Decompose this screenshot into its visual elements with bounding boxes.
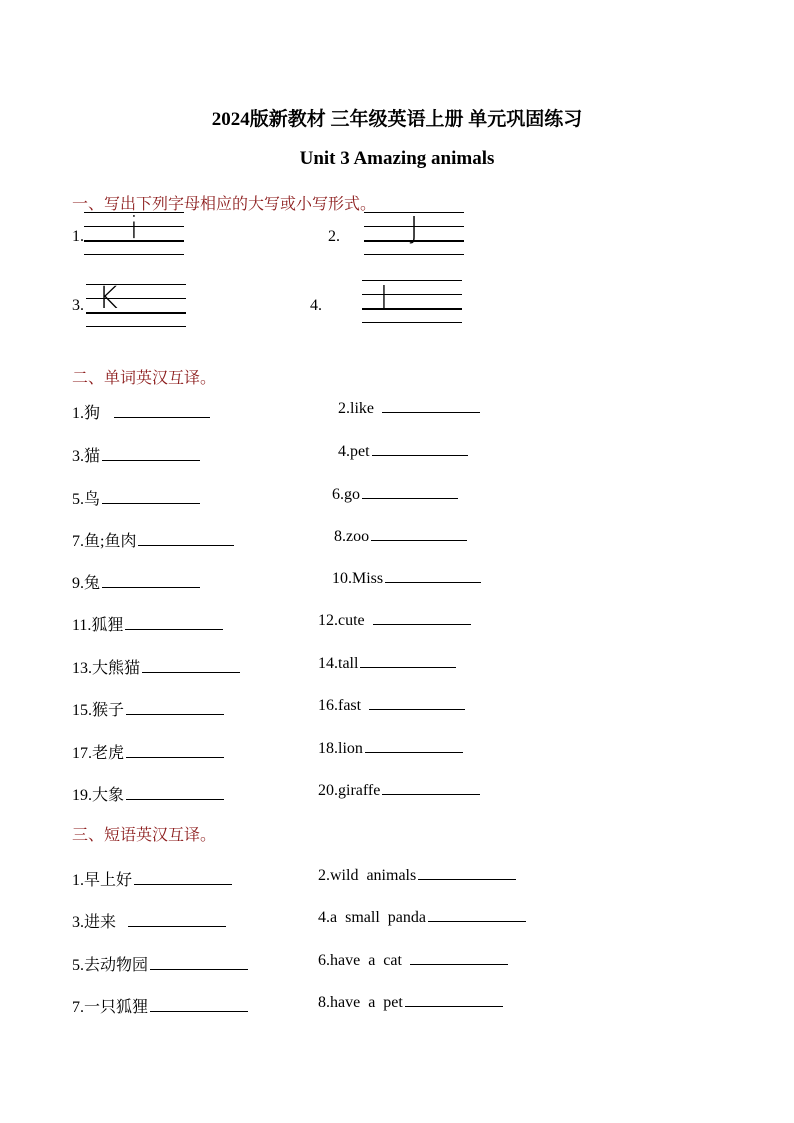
word-item	[318, 782, 480, 800]
answer-blank[interactable]	[385, 581, 481, 583]
word-prompt: 16.fast	[318, 697, 362, 714]
word-prompt: 20.giraffe	[318, 782, 381, 799]
phrase-item	[318, 909, 526, 927]
word-item	[338, 400, 480, 418]
word-item	[72, 612, 223, 635]
letter-prompt: K	[98, 281, 118, 316]
word-prompt: 4.pet	[338, 443, 370, 460]
word-item	[332, 486, 458, 504]
word-prompt: 11.狐狸	[72, 617, 124, 634]
word-prompt: 1.狗	[72, 405, 101, 422]
writing-grid	[362, 280, 462, 322]
answer-blank[interactable]	[360, 666, 456, 668]
word-prompt: 14.tall	[318, 655, 359, 672]
answer-blank[interactable]	[371, 539, 467, 541]
phrase-prompt: 3.进来	[72, 914, 117, 931]
word-prompt: 3.猫	[72, 448, 101, 465]
word-prompt: 5.鸟	[72, 491, 101, 508]
letter-item-number: 4.	[310, 297, 322, 314]
answer-blank[interactable]	[142, 671, 240, 673]
word-prompt: 12.cute	[318, 612, 365, 629]
answer-blank[interactable]	[126, 713, 224, 715]
answer-blank[interactable]	[138, 544, 234, 546]
phrase-prompt: 7.一只狐狸	[72, 999, 149, 1016]
answer-blank[interactable]	[365, 751, 463, 753]
word-item	[72, 782, 224, 805]
answer-blank[interactable]	[128, 925, 226, 927]
answer-blank[interactable]	[428, 920, 526, 922]
word-prompt: 8.zoo	[334, 528, 370, 545]
answer-blank[interactable]	[102, 502, 200, 504]
phrase-item	[72, 994, 248, 1017]
word-prompt: 13.大熊猫	[72, 660, 141, 677]
answer-blank[interactable]	[150, 1010, 248, 1012]
word-item	[72, 443, 200, 466]
letter-item-number: 1.	[72, 228, 84, 245]
word-item	[338, 443, 468, 461]
word-item	[318, 655, 456, 673]
word-item	[72, 400, 210, 423]
answer-blank[interactable]	[382, 411, 480, 413]
phrase-prompt: 6.have a cat	[318, 952, 402, 969]
word-item	[318, 612, 471, 630]
word-item	[72, 655, 240, 678]
word-item	[72, 570, 200, 593]
answer-blank[interactable]	[373, 623, 471, 625]
word-item	[72, 740, 224, 763]
word-item	[72, 486, 200, 509]
phrase-prompt: 1.早上好	[72, 872, 133, 889]
answer-blank[interactable]	[102, 459, 200, 461]
phrase-item	[72, 952, 248, 975]
phrase-prompt: 8.have a pet	[318, 994, 403, 1011]
word-prompt: 2.like	[338, 400, 374, 417]
writing-grid	[84, 212, 184, 254]
word-prompt: 7.鱼;鱼肉	[72, 533, 137, 550]
answer-blank[interactable]	[150, 968, 248, 970]
section-heading-words: 二、单词英汉互译。	[72, 370, 217, 387]
letter-prompt: i	[129, 211, 139, 246]
section-heading-letters: 一、写出下列字母相应的大写或小写形式。	[72, 196, 377, 213]
letter-item-number: 2.	[328, 228, 340, 245]
word-item	[332, 570, 481, 588]
word-prompt: 17.老虎	[72, 745, 125, 762]
answer-blank[interactable]	[405, 1005, 503, 1007]
phrase-prompt: 2.wild animals	[318, 867, 417, 884]
answer-blank[interactable]	[114, 416, 210, 418]
answer-blank[interactable]	[382, 793, 480, 795]
phrase-item	[318, 867, 516, 885]
phrase-item	[72, 867, 232, 890]
word-prompt: 10.Miss	[332, 570, 384, 587]
phrase-prompt: 5.去动物园	[72, 957, 149, 974]
section-heading-phrases: 三、短语英汉互译。	[72, 827, 217, 844]
writing-grid	[364, 212, 464, 254]
answer-blank[interactable]	[126, 756, 224, 758]
answer-blank[interactable]	[134, 883, 232, 885]
phrase-prompt: 4.a small panda	[318, 909, 426, 926]
word-prompt: 18.lion	[318, 740, 363, 757]
word-item	[72, 528, 234, 551]
word-prompt: 6.go	[332, 486, 360, 503]
phrase-item	[318, 994, 503, 1012]
word-item	[334, 528, 467, 546]
answer-blank[interactable]	[125, 628, 223, 630]
word-item	[318, 697, 465, 715]
word-prompt: 19.大象	[72, 787, 125, 804]
letter-prompt: l	[379, 281, 389, 316]
letter-prompt: J	[409, 211, 419, 246]
word-prompt: 9.兔	[72, 575, 101, 592]
answer-blank[interactable]	[410, 963, 508, 965]
unit-subtitle: Unit 3 Amazing animals	[299, 148, 495, 169]
answer-blank[interactable]	[418, 878, 516, 880]
phrase-item	[318, 952, 508, 970]
word-item	[72, 697, 224, 720]
answer-blank[interactable]	[102, 586, 200, 588]
word-prompt: 15.猴子	[72, 702, 125, 719]
answer-blank[interactable]	[362, 497, 458, 499]
answer-blank[interactable]	[126, 798, 224, 800]
phrase-item	[72, 909, 226, 932]
writing-grid	[86, 281, 186, 326]
answer-blank[interactable]	[372, 454, 468, 456]
word-item	[318, 740, 463, 758]
answer-blank[interactable]	[369, 708, 465, 710]
letter-item-number: 3.	[72, 297, 84, 314]
page-title: 2024版新教材 三年级英语上册 单元巩固练习	[211, 109, 583, 130]
